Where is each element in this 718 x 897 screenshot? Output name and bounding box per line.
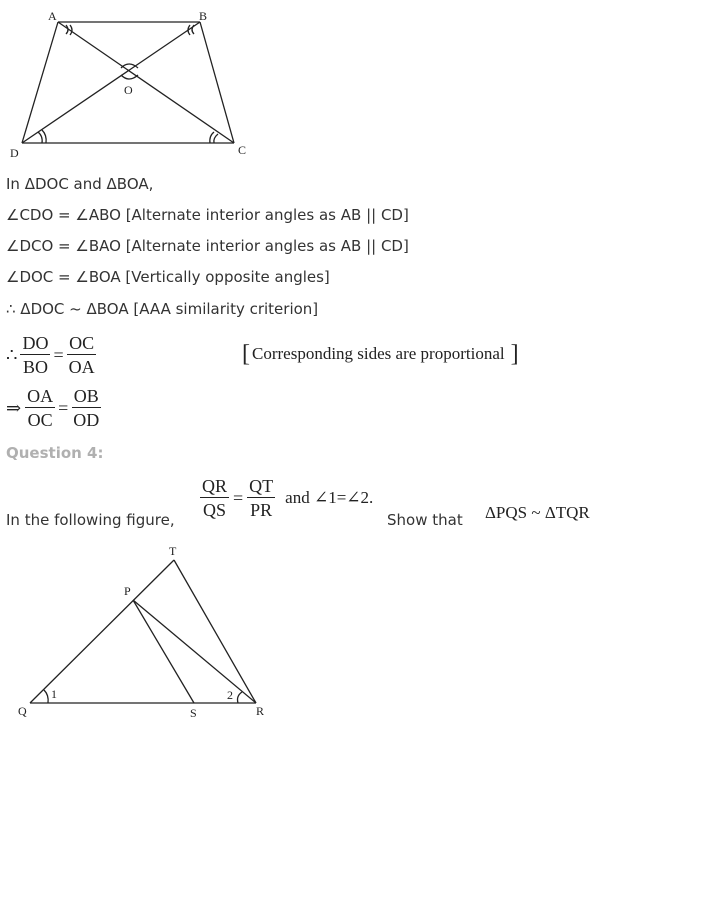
label-b: B	[199, 9, 208, 23]
fraction-qt-pr: $\frac{QT}{PR}$	[249, 476, 274, 520]
proof-line-3: ∠DCO = ∠BAO [Alternate interior angles as AB || CD]	[6, 237, 409, 255]
label-t: T	[169, 544, 177, 558]
label-c: C	[238, 143, 247, 157]
side-tr	[174, 560, 256, 703]
label-p: P	[124, 584, 131, 598]
side-bc	[200, 22, 234, 143]
angle-1-label: 1	[51, 687, 57, 701]
label-q: Q	[18, 704, 27, 718]
fraction-qr-qs: $\frac{QR}{QS}$	[202, 476, 228, 520]
fraction-oc-oa: $\frac{OC}{OA}$	[68, 333, 95, 377]
label-a: A	[48, 9, 57, 23]
proof-line-4: ∠DOC = ∠BOA [Vertically opposite angles]	[6, 268, 330, 286]
segment-ps	[133, 600, 194, 703]
label-d: D	[10, 146, 19, 160]
fraction-do-bo: $\frac{DO}{BO}$	[22, 333, 49, 377]
label-s: S	[190, 706, 197, 720]
diagonal-bd	[22, 22, 200, 143]
fraction-oa-oc: $\frac{OA}{OC}$	[27, 386, 54, 430]
segment-pr	[133, 600, 256, 703]
similarity-claim: ΔPQS ~ ΔTQR	[485, 503, 590, 522]
angle-2-arc	[238, 692, 243, 703]
proof-line-2: ∠CDO = ∠ABO [Alternate interior angles as AB || CD]	[6, 206, 409, 224]
show-that-text: Show that	[387, 511, 463, 529]
proof-line-1: In ΔDOC and ΔBOA,	[6, 175, 154, 193]
fraction-ob-od: $\frac{OB}{OD}$	[73, 386, 100, 430]
equation-ratio-1: ∴ $\frac{DO}{BO}$ = $\frac{OC}{OA}$	[6, 333, 95, 377]
question-condition: $\frac{QR}{QS}$ = $\frac{QT}{PR}$ and ∠1=∠2.	[202, 476, 374, 520]
triangle-figure	[0, 540, 290, 725]
trapezium-figure	[0, 0, 260, 165]
proof-line-5: ∴ ΔDOC ~ ΔBOA [AAA similarity criterion]	[6, 300, 319, 318]
reason-note: [ Corresponding sides are proportional ]	[242, 341, 519, 367]
angle-1-arc	[44, 690, 48, 703]
equation-ratio-2: ⇒ $\frac{OA}{OC}$ = $\frac{OB}{OD}$	[6, 386, 100, 430]
question-intro: In the following figure,	[6, 511, 175, 529]
angle-condition: and ∠1=∠2.	[285, 488, 374, 507]
therefore-symbol: ∴	[6, 344, 18, 365]
side-ad	[22, 22, 58, 143]
angle-2-label: 2	[227, 688, 233, 702]
label-o: O	[124, 83, 133, 97]
implies-symbol: ⇒	[6, 397, 22, 418]
label-r: R	[256, 704, 265, 718]
question-heading: Question 4:	[6, 444, 104, 462]
diagonal-ac	[58, 22, 234, 143]
